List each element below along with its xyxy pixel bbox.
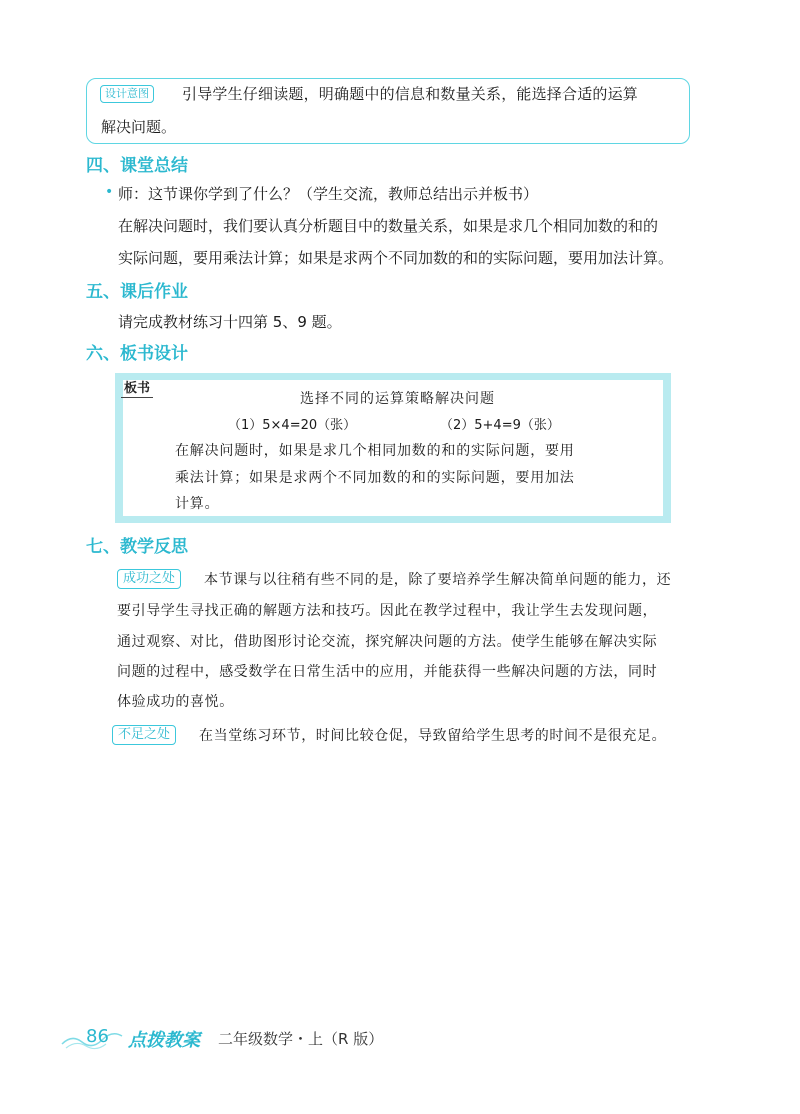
blackboard-line-3: 计算。	[175, 496, 220, 512]
section-heading-reflection: 七、教学反思	[86, 537, 188, 557]
shortfall-tag: 不足之处	[112, 725, 176, 745]
homework-text: 请完成教材练习十四第 5、9 题。	[118, 313, 342, 331]
design-intent-tag: 设计意图	[100, 85, 154, 103]
blackboard-tag: 板书	[121, 381, 153, 398]
section-heading-homework: 五、课后作业	[86, 282, 188, 302]
success-line-5: 体验成功的喜悦。	[117, 694, 234, 710]
blackboard-equation-1: （1）5×4=20（张）	[228, 418, 357, 433]
summary-line-1: 在解决问题时，我们要认真分析题目中的数量关系，如果是求几个相同加数的和的	[118, 217, 659, 235]
book-title: 二年级数学・上（R 版）	[218, 1030, 384, 1048]
brand-logo: 点拨教案	[128, 1030, 200, 1051]
success-line-4: 问题的过程中，感受数学在日常生活中的应用，并能获得一些解决问题的方法，同时	[117, 664, 658, 680]
design-intent-line-1: 引导学生仔细读题，明确题中的信息和数量关系，能选择合适的运算	[182, 85, 639, 103]
success-line-1: 本节课与以往稍有些不同的是，除了要培养学生解决简单问题的能力，还	[204, 572, 672, 588]
success-line-2: 要引导学生寻找正确的解题方法和技巧。因此在教学过程中，我让学生去发现问题，	[117, 603, 658, 619]
blackboard-line-2: 乘法计算；如果是求两个不同加数的和的实际问题，要用加法	[175, 470, 575, 486]
design-intent-line-2: 解决问题。	[101, 118, 177, 136]
page-number: 86	[86, 1026, 109, 1047]
blackboard-line-1: 在解决问题时，如果是求几个相同加数的和的实际问题，要用	[175, 443, 575, 459]
section-heading-summary: 四、课堂总结	[86, 156, 188, 176]
success-line-3: 通过观察、对比，借助图形讨论交流，探究解决问题的方法。使学生能够在解决实际	[117, 634, 658, 650]
summary-line-2: 实际问题，要用乘法计算；如果是求两个不同加数的和的实际问题，要用加法计算。	[118, 249, 674, 267]
blackboard-title: 选择不同的运算策略解决问题	[300, 391, 495, 407]
success-tag: 成功之处	[117, 569, 181, 589]
shortfall-line: 在当堂练习环节，时间比较仓促，导致留给学生思考的时间不是很充足。	[199, 728, 667, 744]
bullet-dot-icon: •	[105, 184, 114, 200]
section-heading-board: 六、板书设计	[86, 344, 188, 364]
teacher-question: 师：这节课你学到了什么？（学生交流，教师总结出示并板书）	[118, 185, 539, 203]
blackboard-equation-2: （2）5+4=9（张）	[440, 418, 560, 433]
